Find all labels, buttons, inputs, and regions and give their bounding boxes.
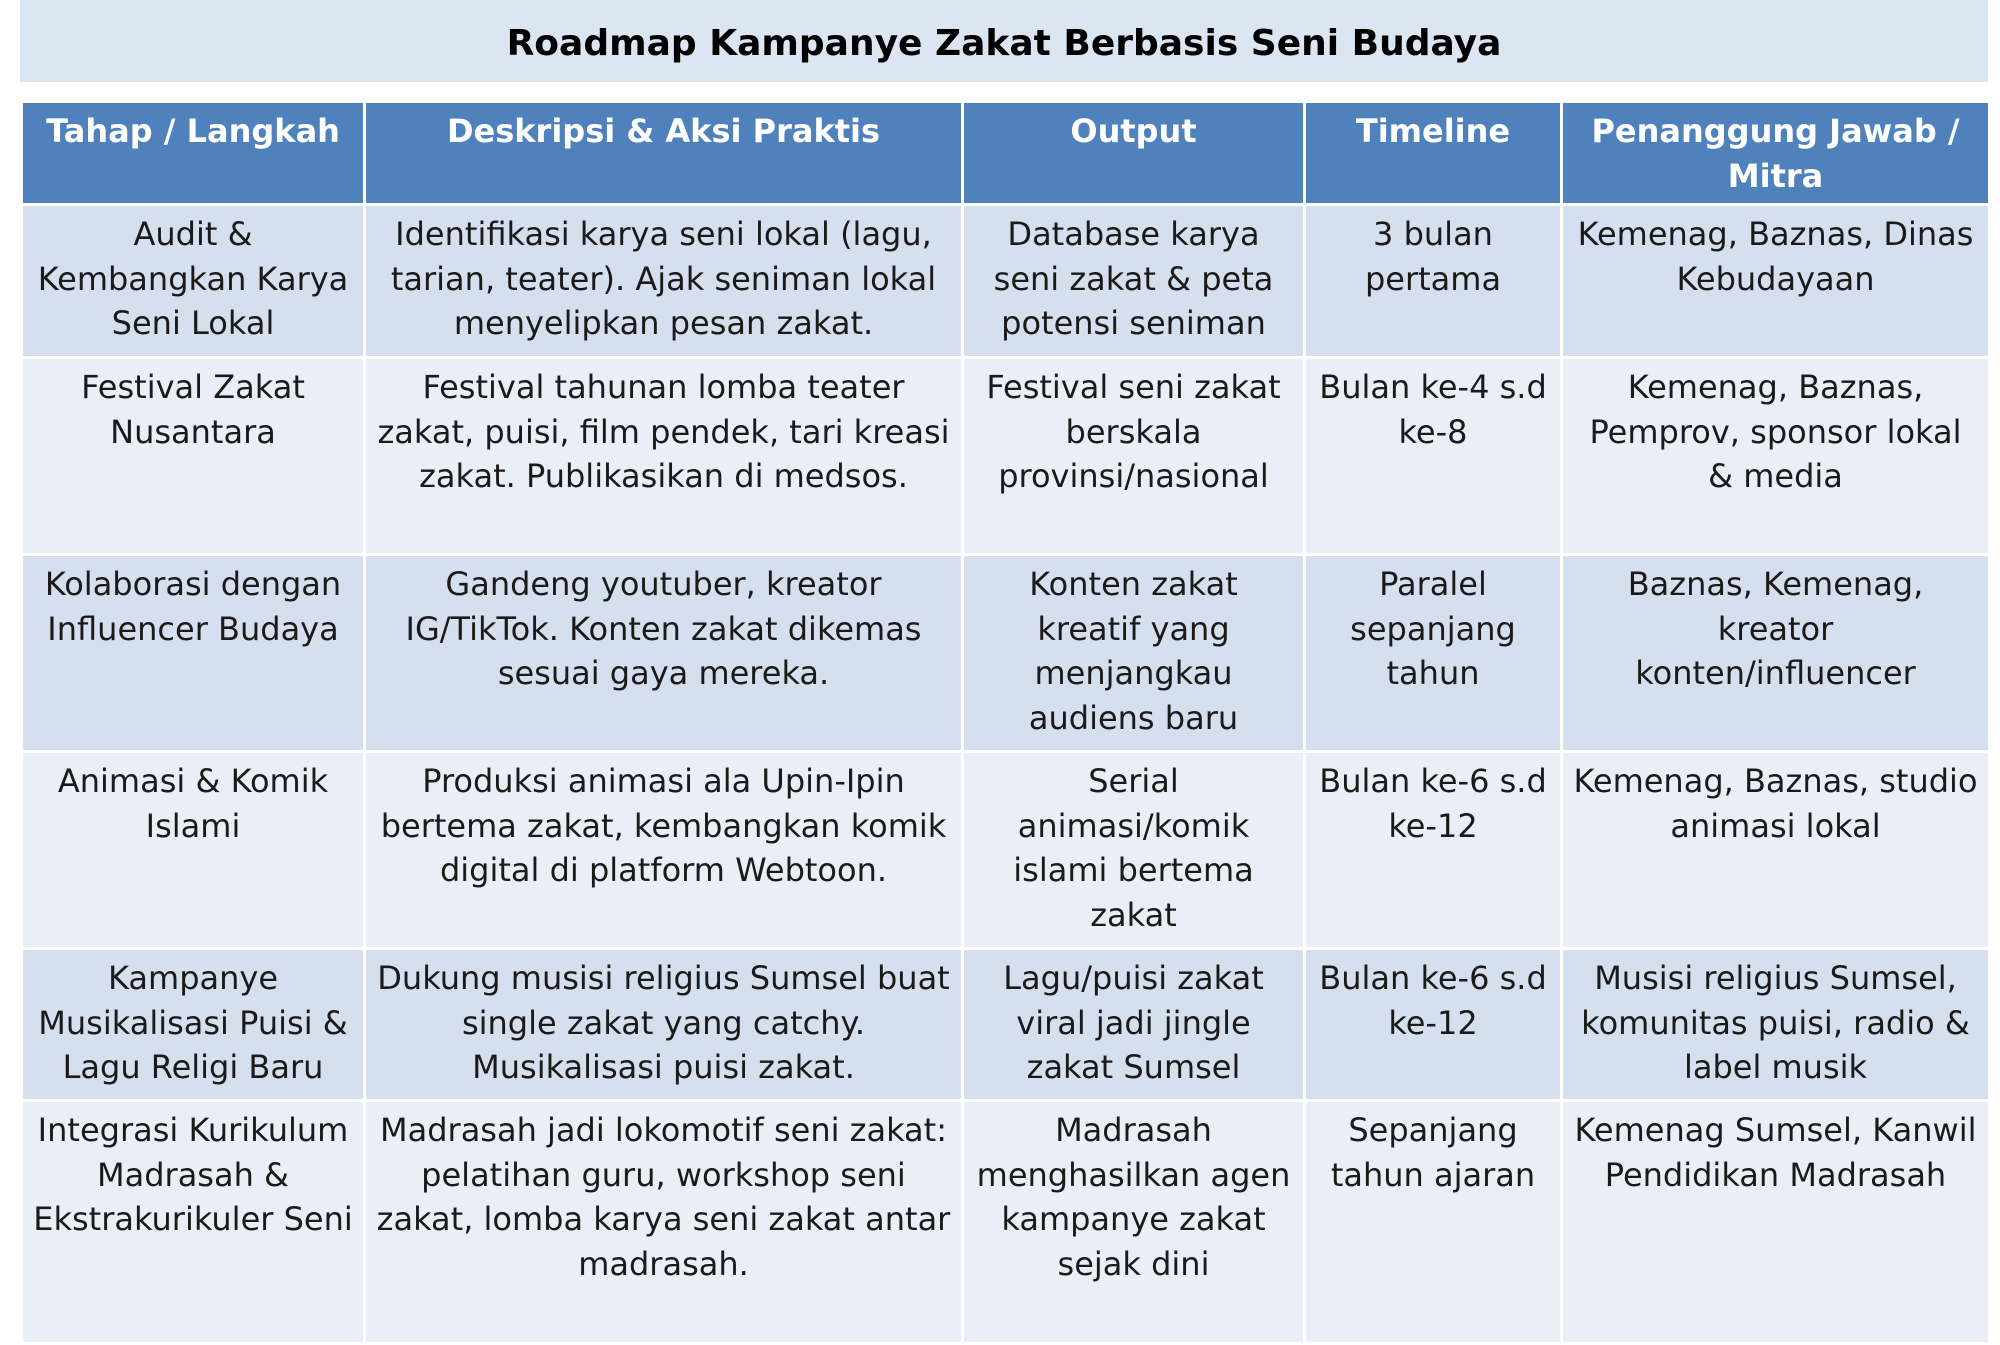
header-description: Deskripsi & Aksi Praktis <box>366 103 961 203</box>
cell-stage: Festival Zakat Nusantara <box>23 359 363 553</box>
cell-description: Dukung musisi religius Sumsel buat single zakat yang catchy. Musikalisasi puisi zakat. <box>366 950 961 1099</box>
cell-responsible: Baznas, Kemenag, kreator konten/influencer <box>1563 556 1988 750</box>
cell-timeline: 3 bulan pertama <box>1306 206 1560 356</box>
table-row <box>23 359 1988 553</box>
cell-output: Konten zakat kreatif yang menjangkau audiens baru <box>964 556 1303 750</box>
table-row <box>23 950 1988 1099</box>
header-stage: Tahap / Langkah <box>23 103 363 203</box>
page-title: Roadmap Kampanye Zakat Berbasis Seni Budaya <box>20 0 1988 82</box>
cell-output: Serial animasi/komik islami bertema zakat <box>964 753 1303 947</box>
cell-responsible: Kemenag, Baznas, Pemprov, sponsor lokal & media <box>1563 359 1988 553</box>
cell-stage: Audit & Kembangkan Karya Seni Lokal <box>23 206 363 356</box>
header-responsible: Penanggung Jawab / Mitra <box>1563 103 1988 203</box>
cell-output: Lagu/puisi zakat viral jadi jingle zakat Sumsel <box>964 950 1303 1099</box>
table-row <box>23 206 1988 356</box>
cell-responsible: Kemenag Sumsel, Kanwil Pendidikan Madrasah <box>1563 1102 1988 1342</box>
cell-stage: Kolaborasi dengan Influencer Budaya <box>23 556 363 750</box>
cell-description: Produksi animasi ala Upin-Ipin bertema zakat, kembangkan komik digital di platform Webtoon. <box>366 753 961 947</box>
cell-description: Gandeng youtuber, kreator IG/TikTok. Konten zakat dikemas sesuai gaya mereka. <box>366 556 961 750</box>
cell-description: Identifikasi karya seni lokal (lagu, tarian, teater). Ajak seniman lokal menyelipkan pesan zakat. <box>366 206 961 356</box>
cell-description: Madrasah jadi lokomotif seni zakat: pelatihan guru, workshop seni zakat, lomba karya seni zakat antar madrasah. <box>366 1102 961 1342</box>
cell-timeline: Bulan ke-4 s.d ke-8 <box>1306 359 1560 553</box>
table-row <box>23 753 1988 947</box>
roadmap-table <box>20 100 1991 1345</box>
cell-timeline: Paralel sepanjang tahun <box>1306 556 1560 750</box>
cell-stage: Integrasi Kurikulum Madrasah & Ekstrakurikuler Seni <box>23 1102 363 1342</box>
cell-responsible: Kemenag, Baznas, studio animasi lokal <box>1563 753 1988 947</box>
cell-output: Festival seni zakat berskala provinsi/nasional <box>964 359 1303 553</box>
table-row <box>23 556 1988 750</box>
header-timeline: Timeline <box>1306 103 1560 203</box>
cell-responsible: Musisi religius Sumsel, komunitas puisi, radio & label musik <box>1563 950 1988 1099</box>
cell-stage: Kampanye Musikalisasi Puisi & Lagu Religi Baru <box>23 950 363 1099</box>
cell-responsible: Kemenag, Baznas, Dinas Kebudayaan <box>1563 206 1988 356</box>
cell-timeline: Sepanjang tahun ajaran <box>1306 1102 1560 1342</box>
cell-timeline: Bulan ke-6 s.d ke-12 <box>1306 753 1560 947</box>
cell-description: Festival tahunan lomba teater zakat, puisi, film pendek, tari kreasi zakat. Publikasikan di medsos. <box>366 359 961 553</box>
table-row <box>23 1102 1988 1342</box>
cell-timeline: Bulan ke-6 s.d ke-12 <box>1306 950 1560 1099</box>
cell-output: Database karya seni zakat & peta potensi seniman <box>964 206 1303 356</box>
header-row <box>23 103 1988 203</box>
cell-stage: Animasi & Komik Islami <box>23 753 363 947</box>
cell-output: Madrasah menghasilkan agen kampanye zakat sejak dini <box>964 1102 1303 1342</box>
header-output: Output <box>964 103 1303 203</box>
